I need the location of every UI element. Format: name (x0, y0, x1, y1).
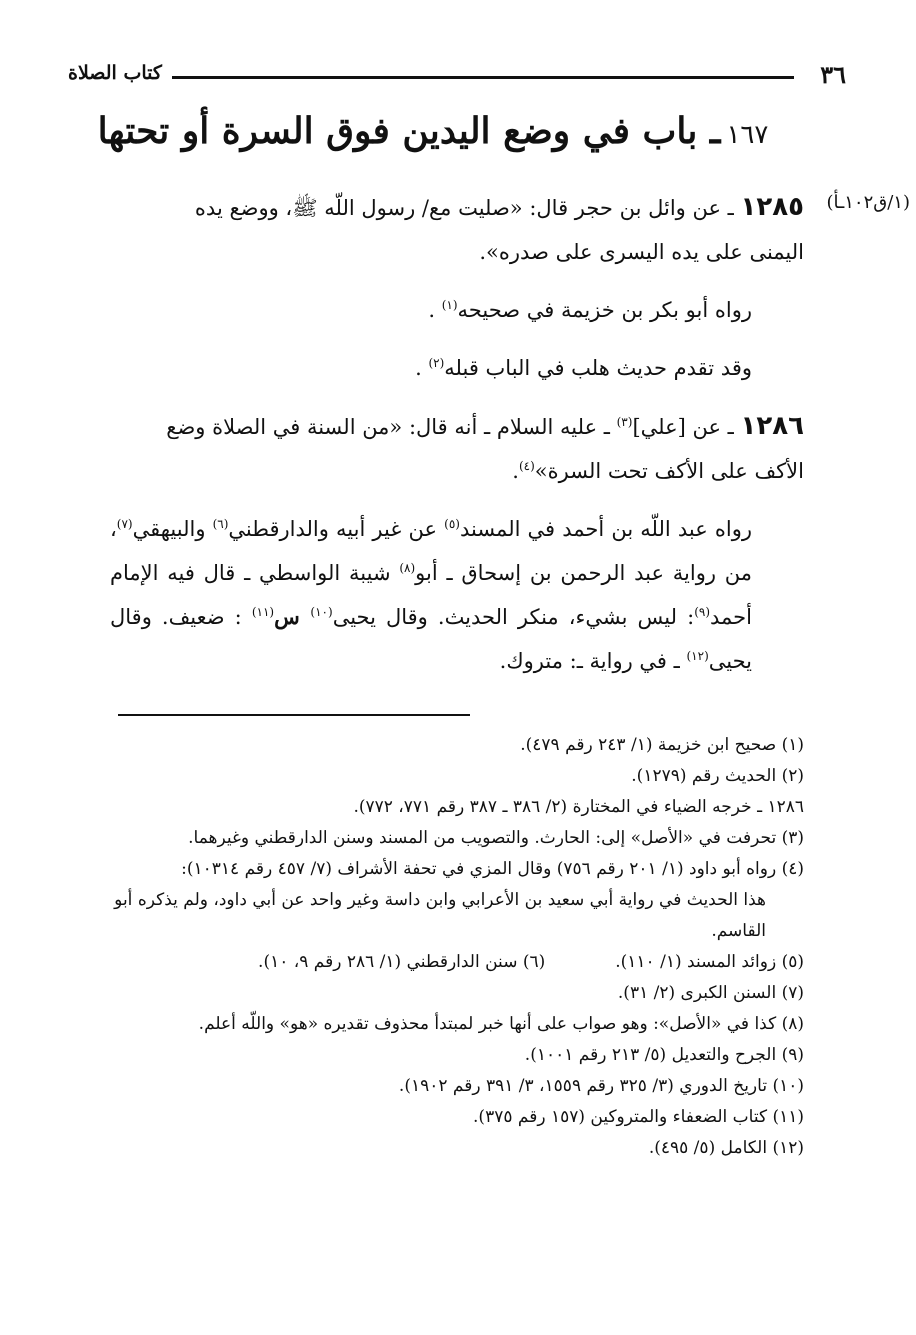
footnote-4-continued: هذا الحديث في رواية أبي سعيد بن الأعرابي وابن داسة وغير واحد عن أبي داود، ولم يذكره أبو القاسم. (114, 890, 766, 941)
footnotes (96, 730, 804, 1164)
footnote-separator (118, 714, 470, 716)
manuscript-margin-note: (١/ق١٠٢ـأ) (826, 192, 910, 213)
narr-e: شيبة الواسطي ـ قال فيه الإمام أحمد (110, 561, 752, 629)
footnote-ref-3[interactable]: (٣) (616, 415, 633, 429)
hadith-1286-line1 (110, 404, 804, 449)
footnote-ref-8[interactable]: (٨) (399, 561, 416, 575)
narr-i: ـ في رواية ـ: متروك. (499, 649, 687, 673)
header-rule (172, 76, 794, 79)
footnote-ref-12[interactable]: (١٢) (686, 649, 709, 663)
hadith-1286-narration (110, 507, 804, 683)
narr-h: : ضعيف. وقال يحيى (110, 605, 752, 673)
chapter-number: ١٦٧ (726, 120, 769, 150)
narr-g: س (274, 604, 311, 629)
narr-f: : ليس بشيء، منكر الحديث. وقال يحيى (332, 605, 695, 629)
narration-end: . (428, 298, 436, 322)
hadith-1286-text-a: ـ عن [علي] (632, 415, 734, 439)
narr-a: رواه عبد اللّه بن أحمد في المسند (459, 517, 752, 541)
footnote-4: (٤) رواه أبو داود (١/ ٢٠١ رقم ٧٥٦) وقال المزي في تحفة الأشراف (٧/ ٤٥٧ رقم ١٠٣١٤): (181, 859, 804, 879)
hadith-number-1285: ١٢٨٥ (740, 192, 804, 222)
running-title: كتاب الصلاة (68, 62, 162, 84)
hadith-1285-text: ـ عن وائل بن حجر قال: «صليت مع/ رسول اللّه ﷺ، ووضع يده (194, 196, 734, 220)
hadith-number-1286: ١٢٨٦ (740, 411, 804, 441)
footnote-11: (١١) كتاب الضعفاء والمتروكين (١٥٧ رقم ٣٧٥). (473, 1107, 804, 1127)
footnote-5: (٥) زوائد المسند (١/ ١١٠). (615, 952, 804, 972)
footnote-1286: ١٢٨٦ ـ خرجه الضياء في المختارة (٢/ ٣٨٦ ـ ٣٨٧ رقم ٧٧١، ٧٧٢). (353, 797, 804, 817)
hadith-1286-text-b: ـ عليه السلام ـ أنه قال: «من السنة في الصلاة وضع (166, 415, 617, 439)
footnote-ref-1[interactable]: (١) (441, 298, 458, 312)
hadith-1285-line2: اليمنى على يده اليسرى على صدره». (479, 240, 804, 264)
footnote-9: (٩) الجرح والتعديل (٥/ ٢١٣ رقم ١٠٠١). (524, 1045, 804, 1065)
footnote-ref-2[interactable]: (٢) (428, 356, 445, 370)
hadith-1285-previous (110, 346, 804, 390)
page-number: ٣٦ (820, 60, 846, 89)
narr-d: ، من رواية عبد الرحمن بن إسحاق ـ أبو (110, 517, 752, 585)
footnote-ref-4[interactable]: (٤) (518, 459, 535, 473)
footnote-ref-9[interactable]: (٩) (694, 605, 711, 619)
narr-b: عن غير أبيه والدارقطني (228, 517, 445, 541)
chapter-title: ـ باب في وضع اليدين فوق السرة أو تحتها (97, 110, 721, 152)
footnote-6: (٦) سنن الدارقطني (١/ ٢٨٦ رقم ٩، ١٠). (258, 952, 546, 972)
footnote-ref-7[interactable]: (٧) (116, 517, 133, 531)
hadith-1286-line2-end: . (512, 459, 519, 483)
footnote-2: (٢) الحديث رقم (١٢٧٩). (631, 766, 804, 786)
footnote-12: (١٢) الكامل (٥/ ٤٩٥). (648, 1138, 804, 1158)
hadith-1285-line1 (110, 185, 804, 230)
previous-end: . (415, 356, 422, 380)
narration-text: رواه أبو بكر بن خزيمة في صحيحه (457, 298, 752, 322)
page-header (68, 56, 846, 96)
footnote-ref-11[interactable]: (١١) (251, 605, 275, 619)
footnote-7: (٧) السنن الكبرى (٢/ ٣١). (617, 983, 804, 1003)
hadith-1286-line2 (110, 449, 804, 493)
main-text (110, 185, 804, 683)
footnote-8: (٨) كذا في «الأصل»: وهو صواب على أنها خبر لمبتدأ محذوف تقديره «هو» واللّه أعلم. (198, 1014, 804, 1034)
previous-text: وقد تقدم حديث هلب في الباب قبله (444, 356, 752, 380)
narr-c: والبيهقي (132, 517, 213, 541)
hadith-1285-narration (110, 288, 804, 332)
hadith-1286-line2-text: الأكف على الأكف تحت السرة» (534, 459, 804, 483)
footnote-10: (١٠) تاريخ الدوري (٣/ ٣٢٥ رقم ١٥٥٩، ٣/ ٣٩١ رقم ١٩٠٢). (398, 1076, 804, 1096)
footnote-ref-6[interactable]: (٦) (212, 517, 229, 531)
footnote-ref-10[interactable]: (١٠) (310, 605, 333, 619)
footnote-3: (٣) تحرفت في «الأصل» إلى: الحارث. والتصويب من المسند وسنن الدارقطني وغيرهما. (188, 828, 804, 848)
footnote-ref-5[interactable]: (٥) (444, 517, 460, 531)
footnote-row-5-6 (96, 947, 804, 978)
chapter-heading (60, 110, 806, 152)
footnote-1: (١) صحيح ابن خزيمة (١/ ٢٤٣ رقم ٤٧٩). (520, 735, 804, 755)
